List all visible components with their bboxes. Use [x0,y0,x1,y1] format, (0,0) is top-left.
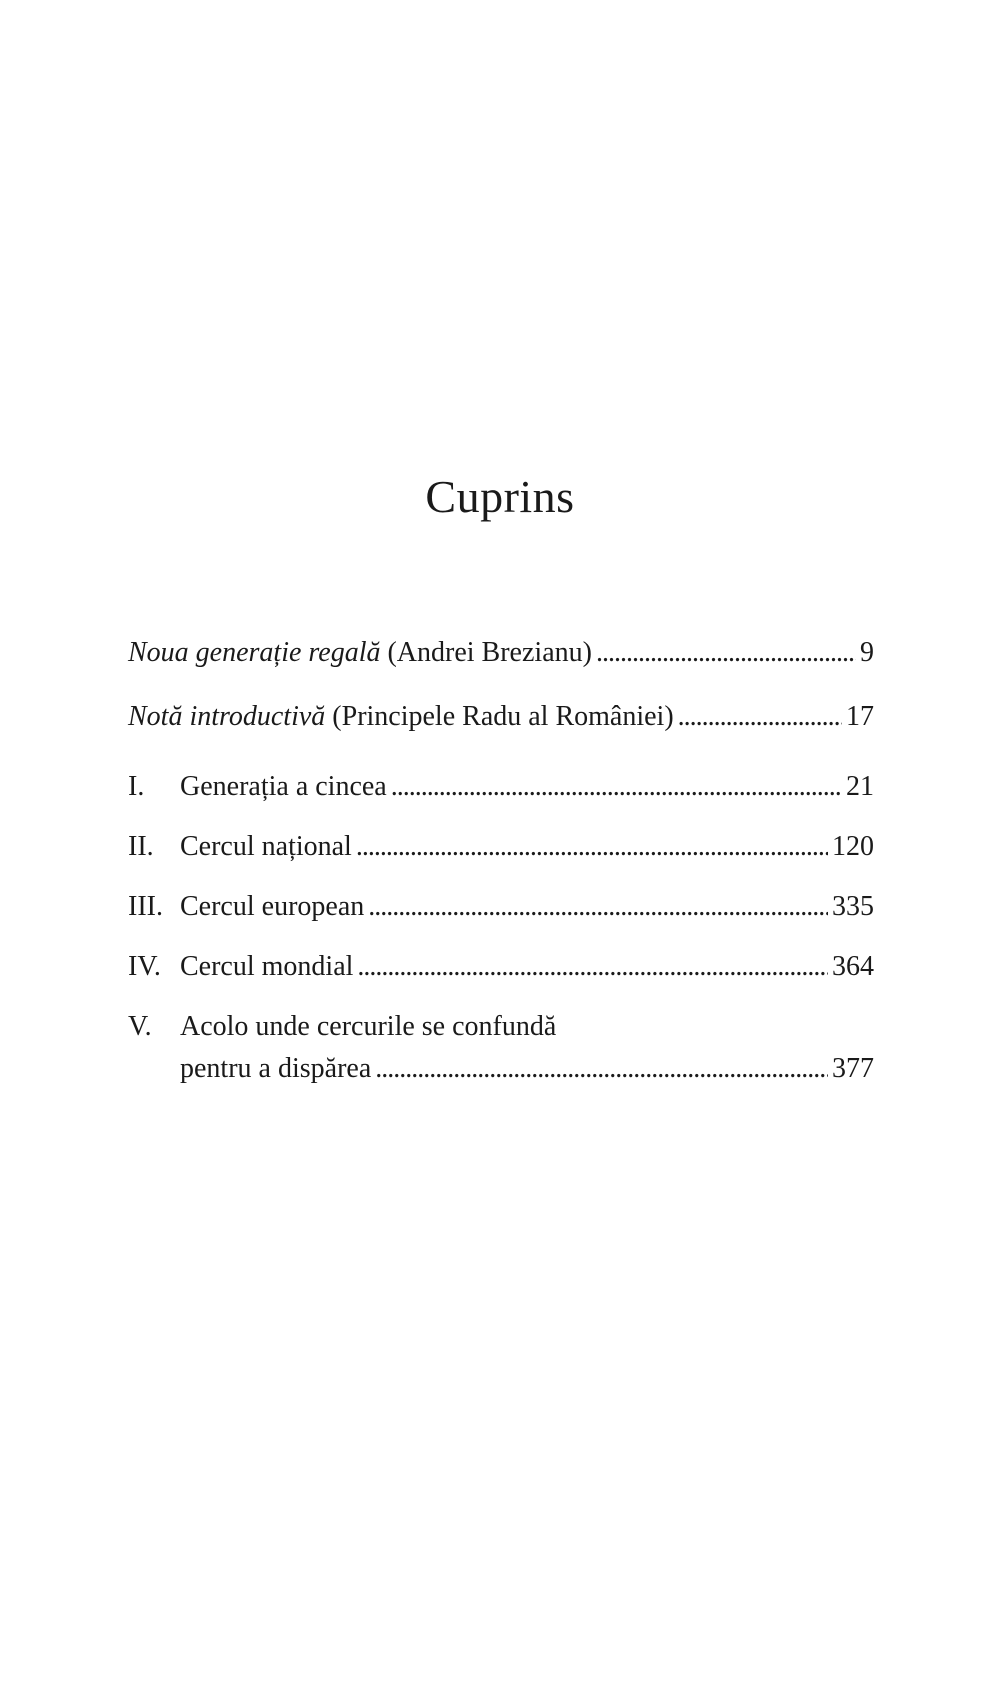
chapter-number: V. [128,1011,152,1042]
toc-page-number: 120 [832,831,874,862]
page-title: Cuprins [425,471,575,522]
toc-leader-dots [357,946,828,988]
toc-leader-dots [356,826,828,868]
toc-entry-chapter-2 [128,826,874,868]
chapter-number: IV. [128,951,161,982]
chapter-number: II. [128,831,154,862]
toc-page-number: 21 [846,771,874,802]
toc-entry-text [128,632,592,674]
chapter-title: Cercul mondial [180,951,354,982]
toc-page-number: 335 [832,891,874,922]
toc-page-number: 17 [846,701,874,732]
toc-leader-dots [391,766,842,808]
toc-leader-dots [596,632,856,674]
toc-entry-text [128,696,674,738]
toc-entry-front-2 [128,696,874,738]
toc-page-number: 9 [860,637,874,668]
toc-entry-italic-title: Notă introductivă [128,701,326,732]
chapter-number: I. [128,771,145,802]
toc-page-number: 377 [832,1053,874,1084]
toc-entry-italic-title: Noua generație regală [128,637,381,668]
toc-entry-author: (Andrei Brezianu) [380,637,592,668]
chapter-title-line-2: pentru a dispărea [180,1053,372,1084]
toc-entry-chapter-5 [128,1006,874,1090]
toc-page-number: 364 [832,951,874,982]
toc-entry-author: (Principele Radu al României) [325,701,674,732]
toc-entry-chapter-4 [128,946,874,988]
toc-leader-dots [375,1048,828,1090]
chapter-title: Cercul național [180,831,352,862]
toc-entry-front-1 [128,632,874,674]
toc-leader-dots [678,696,842,738]
chapter-number: III. [128,891,163,922]
toc-leader-dots [368,886,828,928]
toc-entry-chapter-1 [128,766,874,808]
chapter-title-line-1: Acolo unde cercurile se confundă [180,1011,557,1042]
chapter-title: Generația a cincea [180,771,387,802]
toc-entry-chapter-3 [128,886,874,928]
chapter-title: Cercul european [180,891,365,922]
